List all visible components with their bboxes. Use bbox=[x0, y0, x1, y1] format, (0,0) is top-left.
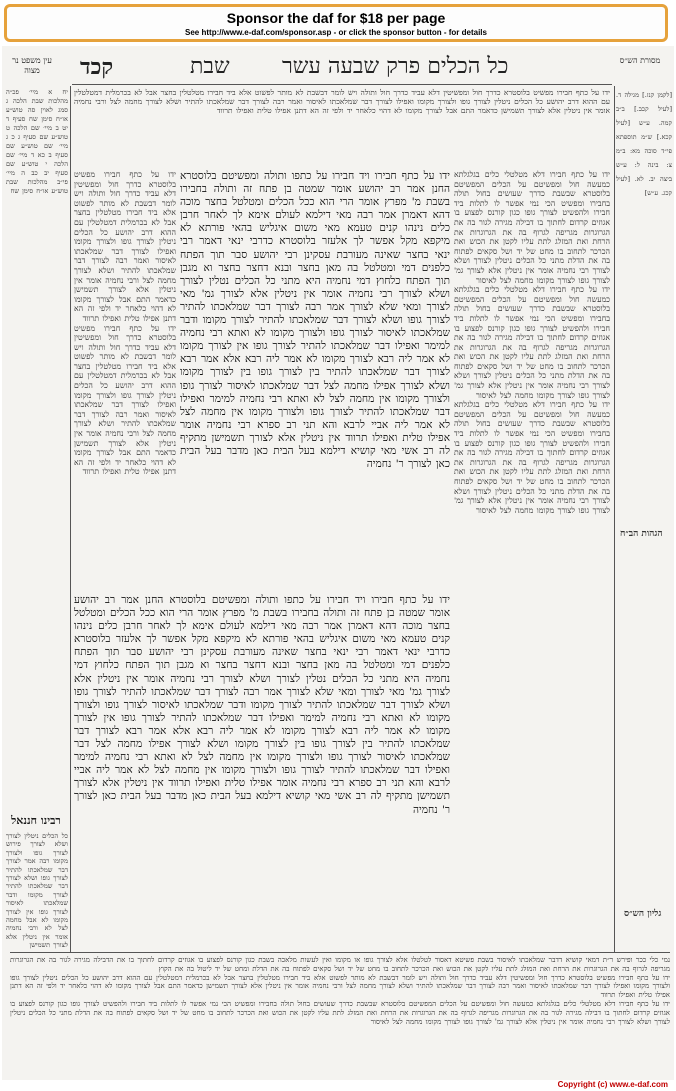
gemara-text-cont: ידו על כתף חבירו ויד חבירו על כתפו ותולה ומפשיטם בלוסטרא החנן אמר רב יהושע אומר שמטה בן פתח זה ותולה בחבירו בשבת מ' מפרץ אומר הרי הוא ככל הכלים ומטלטל בחצר מוכה דהא דאמרן אמר רבה מאי דילמא לעולם אימא לך לאחר חרבן כלים נינהו קנים טעמא מאי משום איגליש בהאי פורתא לא מיקפא מקל אפשר לך אלעזר בלוסטרא כדרבי ינאי דאמר רבי ינאי בחצר שאינה מעורבת עסקינן רבי יהושע סבר תוך הפתח כלפנים דמי ומטלטל בה מאן בחצר ובנא דחצר בחצר וא מגבן תוך הפתח כלחוץ דמי נחמיה היא מתני כל הכלים נטלין לצורך ושלא לצורך רבי נחמיה אומר אין ניטלין אלא לצורך גמ' מאי לצורך ומאי שלא לצורך אמר רבה לצורך דבר שמלאכתו להתיר לצורך גופו ושלא לצורך דבר שמלאכתו להתיר לצורך מקומו ודבר שמלאכתו לאיסור לצורך גופו ולצורך מקומו לא ואתא רבי נחמיה למימר ואפילו דבר שמלאכתו להתיר לצורך גופו אין לצורך מקומו לא אמר ליה רבא לצורך מקומו לא אמר ליה רבא אלא אמר רבא לצורך דבר שמלאכתו להתיר בין לצורך גופו בין לצורך מקומו ושלא לצורך אפילו מחמה לצל דבר שמלאכתו לאיסור לצורך גופו ולצורך מקומו אין מחמה לצל לא ואתא רבי נחמיה למימר ואפילו דבר שמלאכתו להתיר לצורך גופו ולצורך מקומו אין מחמה לצל לא אמר ליה אביי לרבא והא תני רב ספרא רבי נחמיה אומר אפילו טלית ואפילו תרווד אין ניטלין אלא לצורך תשמישן מתקיף לה רב אשי מאי קושיא דילמא בעל הבית כאן מדבר בעל הבית כאן לצורך ר' נחמיה bbox=[74, 594, 450, 816]
bottom-rule bbox=[10, 952, 670, 953]
bottom-notes-text-cont: ידו על כתף חבירו מפשיט בלוסטרא כדרך חול ומפשיטין דלא עביד כדרך חול ותולה ויש לומר דבשבת לא מותר לפשוט אלא ביד חבירו מטלטלין בחצר אבל לא בכרמלית דמטלטלין עם ההוא דרב יהושע כל הכלים ניטלין לצורך גופו ולצורך מקומו ואפילו לצורך דבר שמלאכתו לאיסור ואמר רבה לצורך דבר שמלאכתו להתיר ושלא לצורך מחמה לצל ורבי נחמיה אומר אין ניטלין אלא לצורך תשמישן כדאמר התם אבל לצורך מקומו לא דהוי כלאחר יד ולפי זה הא דתנן אפילו טלית ואפילו תרווד bbox=[10, 973, 670, 1000]
left-column-rule bbox=[70, 86, 71, 952]
folio-number: קכד bbox=[80, 54, 114, 80]
copyright-link[interactable]: Copyright (c) www.e-daf.com bbox=[557, 1080, 668, 1089]
right-column-rule bbox=[614, 86, 615, 952]
side-notes-column bbox=[616, 88, 672, 948]
ein-mishpat-label: עין משפט נר מצוה bbox=[12, 56, 52, 75]
gemara-text: ידו על כתף חבירו ויד חבירו על כתפו ותולה ומפשיטם בלוסטרא החנן אמר רב יהושע אומר שמטה בן פתח זה ותולה בחבירו בשבת מ' מפרץ אומר הרי הוא ככל הכלים ומטלטל בחצר מוכה דהא דאמרן אמר רבה מאי דילמא לעולם אימא לך לאחר חרבן כלים נינהו קנים טעמא מאי משום איגליש בהאי פורתא לא מיקפא מקל אפשר לך אלעזר בלוסטרא כדרבי ינאי דאמר רבי ינאי בחצר שאינה מעורבת עסקינן רבי יהושע סבר תוך הפתח כלפנים דמי ומטלטל בה מאן בחצר ובנא דחצר בחצר וא מגבן תוך הפתח כלחוץ דמי נחמיה היא מתני כל הכלים נטלין לצורך ושלא לצורך רבי נחמיה אומר אין ניטלין אלא לצורך גמ' מאי לצורך ומאי שלא לצורך אמר רבה לצורך דבר שמלאכתו להתיר לצורך גופו ושלא לצורך דבר שמלאכתו להתיר לצורך מקומו ודבר שמלאכתו לאיסור לצורך גופו ולצורך מקומו לא ואתא רבי נחמיה למימר ואפילו דבר שמלאכתו להתיר לצורך גופו אין לצורך מקומו לא אמר ליה רבא לצורך מקומו לא אמר ליה רבא אלא אמר רבא לצורך דבר שמלאכתו להתיר בין לצורך גופו בין לצורך מקומו ושלא לצורך אפילו מחמה לצל דבר שמלאכתו לאיסור לצורך גופו ולצורך מקומו אין מחמה לצל לא ואתא רבי נחמיה למימר ואפילו דבר שמלאכתו להתיר לצורך גופו ולצורך מקומו אין מחמה לצל לא אמר ליה אביי לרבא והא תני רב ספרא רבי נחמיה אומר אפילו טלית ואפילו תרווד אין ניטלין אלא לצורך תשמישן מתקיף לה רב אשי מאי קושיא דילמא בעל הבית כאן מדבר בעל הבית כאן לצורך ר' נחמיה bbox=[180, 170, 450, 471]
hagahot-title: הגהות הב״ח bbox=[620, 529, 663, 539]
gilyon-title: גליון הש״ס bbox=[624, 909, 662, 919]
bottom-notes-text-cont2: ידו על כתף חבירו דלא מטלטלי כלים בגלגלתא כמעשה חול ומפשיטם על הכלים המפשיטם בלוסטרא שבשבת כדרך שעושים בחול תולה בחבירו ומפשיט הכי נמי אפשר לו לתלות ביד חבירו ולהפשיט לצורך גופו כגון קורנס לפצוע בו אגוזים קרדום לחתוך בו דבילה מגירה לגור בה את הגרוגרות מגריפה לגרוף בה את הגרוגרות את הרחת ואת המזלג לתת עליו לקטן את הכוש ואת הכרכר לתחוב בו מחט של יד ושל סקאים לפתוח בה את הדלת מתני כל הכלים ניטלין לצורך ושלא לצורך רבי נחמיה אומר אין ניטלין אלא לצורך גמ' לצורך גופו לצורך מקומו מחמה לצל לאיסור bbox=[10, 999, 670, 1026]
tractate-name: שבת bbox=[190, 54, 230, 79]
bottom-notes-band bbox=[10, 956, 670, 1074]
sponsor-subtitle: See http://www.e-daf.com/sponsor.asp - or click the sponsor button - for details bbox=[185, 28, 487, 37]
rabbenu-title: רבינו חננאל bbox=[11, 814, 61, 827]
rashi-column bbox=[454, 170, 610, 946]
talmud-page bbox=[2, 46, 674, 1080]
ein-mishpat-column bbox=[6, 88, 68, 418]
sponsor-banner[interactable] bbox=[4, 4, 668, 42]
rabbenu-text: כל הכלים ניטלין לצורך ושלא לצורך פירוש לצורך גופו ולצורך מקומו רבה אמר לצורך דבר שמלאכתו להתיר לצורך גופו ושלא לצורך דבר שמלאכתו להתיר לצורך מקומו ודבר שמלאכתו לאיסור לצורך גופו אין לצורך מקומו לא אבל מחמה לצל לא ורבי נחמיה אומר אין ניטלין אלא לצורך תשמישן bbox=[6, 832, 68, 950]
bottom-notes-text: נמי כלי ככר ופירש ר״ת דמאי קושיא דדבר שמלאכתו לאיסור בשבת פשיטא דאסור לטלטלו אלא לצורך גופו או מקומו ואין לעשות מלאכה בשבת כגון קורנס לפצוע בו אגוזים קרדום לחתוך בו את הדבילה מגירה לגור בה את הגרוגרות מגריפה לגרוף בה את הגרוגרות את הרחת ואת המזלג לתת עליו לקטן את הכוש ואת הכרכר לתחוב בו מחט של יד ושל סקאים לפתוח בה את הדלת ומחט של יד ליטול בה את הקוץ bbox=[10, 956, 670, 973]
top-commentary-band bbox=[74, 88, 610, 166]
chapter-title: כל הכלים פרק שבעה עשר bbox=[282, 54, 509, 79]
side-notes-text: [לקמן קנז.] מגילה ד. [לעיל קכב.] ב״ב קמה. ע״ש [לעיל קכא.] ש״מ תוספתא פי״ד סוכה מא: ב״מ צ: בינה ל: ע״ש ביצה יב. לא. [לעיל קכג. ע״ש] bbox=[616, 91, 672, 197]
gemara-lower bbox=[74, 594, 450, 946]
tosafot-text-cont: ידו על כתף חבירו מפשיט בלוסטרא כדרך חול ומפשיטין דלא עביד כדרך חול ותולה ויש לומר דבשבת לא מותר לפשוט אלא ביד חבירו מטלטלין בחצר אבל לא בכרמלית דמטלטלין עם ההוא דרב יהושע כל הכלים ניטלין לצורך גופו ולצורך מקומו ואפילו לצורך דבר שמלאכתו לאיסור ואמר רבה לצורך דבר שמלאכתו להתיר ושלא לצורך מחמה לצל ורבי נחמיה אומר אין ניטלין אלא לצורך תשמישן כדאמר התם אבל לצורך מקומו לא דהוי כלאחר יד ולפי זה הא דתנן אפילו טלית ואפילו תרווד bbox=[74, 323, 176, 477]
rashi-text-cont2: ידו על כתף חבירו דלא מטלטלי כלים בגלגלתא כמעשה חול ומפשיטם על הכלים המפשיטם בלוסטרא שבשבת כדרך שעושים בחול תולה בחבירו ומפשיט הכי נמי אפשר לו לתלות ביד חבירו ולהפשיט לצורך גופו כגון קורנס לפצוע בו אגוזים קרדום לחתוך בו דבילה מגירה לגור בה את הגרוגרות מגריפה לגרוף בה את הגרוגרות את הרחת ואת המזלג לתת עליו לקטן את הכוש ואת הכרכר לתחוב בו מחט של יד ושל סקאים לפתוח בה את הדלת מתני כל הכלים ניטלין לצורך ושלא לצורך רבי נחמיה אומר אין ניטלין אלא לצורך גמ' לצורך גופו לצורך מקומו מחמה לצל לאיסור bbox=[454, 400, 610, 515]
rashi-text: ידו על כתף חבירו דלא מטלטלי כלים בגלגלתא כמעשה חול ומפשיטם על הכלים המפשיטם בלוסטרא שבשבת כדרך שעושים בחול תולה בחבירו ומפשיט הכי נמי אפשר לו לתלות ביד חבירו ולהפשיט לצורך גופו כגון קורנס לפצוע בו אגוזים קרדום לחתוך בו דבילה מגירה לגור בה את הגרוגרות מגריפה לגרוף בה את הגרוגרות את הרחת ואת המזלג לתת עליו לקטן את הכוש ואת הכרכר לתחוב בו מחט של יד ושל סקאים לפתוח בה את הדלת מתני כל הכלים ניטלין לצורך ושלא לצורך רבי נחמיה אומר אין ניטלין אלא לצורך גמ' לצורך גופו לצורך מקומו מחמה לצל לאיסור bbox=[454, 170, 610, 285]
gemara-upper bbox=[180, 170, 450, 590]
tosafot-text: ידו על כתף חבירו מפשיט בלוסטרא כדרך חול ומפשיטין דלא עביד כדרך חול ותולה ויש לומר דבשבת לא מותר לפשוט אלא ביד חבירו מטלטלין בחצר אבל לא בכרמלית דמטלטלין עם ההוא דרב יהושע כל הכלים ניטלין לצורך גופו ולצורך מקומו ואפילו לצורך דבר שמלאכתו לאיסור ואמר רבה לצורך דבר שמלאכתו להתיר ושלא לצורך מחמה לצל ורבי נחמיה אומר אין ניטלין אלא לצורך תשמישן כדאמר התם אבל לצורך מקומו לא דהוי כלאחר יד ולפי זה הא דתנן אפילו טלית ואפילו תרווד bbox=[74, 170, 176, 323]
header-rule bbox=[72, 84, 612, 85]
top-commentary-text: ידו על כתף חבירו מפשיט בלוסטרא כדרך חול ומפשיטין דלא עביד כדרך חול ותולה ויש לומר דבשבת לא מותר לפשוט אלא ביד חבירו מטלטלין בחצר אבל לא בכרמלית דמטלטלין עם ההוא דרב יהושע כל הכלים ניטלין לצורך גופו ולצורך מקומו ואפילו לצורך דבר שמלאכתו לאיסור ואמר רבה לצורך דבר שמלאכתו להתיר ושלא לצורך מחמה לצל ורבי נחמיה אומר אין ניטלין אלא לצורך תשמישן כדאמר התם אבל לצורך מקומו לא דהוי כלאחר יד ולפי זה הא דתנן אפילו טלית ואפילו תרווד bbox=[74, 88, 610, 115]
ein-mishpat-text: יח א מיי׳ פכ״ה מהלכות שבת הלכה ג סמג לאוין סה טוש״ע או״ח סימן שח סעיף ד יט ב מיי׳ שם הלכה ט טוש״ע שם סעיף ג כ ג מיי׳ שם טוש״ע שם סעיף ב כא ד מיי׳ שם הלכה י טוש״ע שם סעיף יב כב ה מיי׳ פי״ב מהלכות שבת טוש״ע או״ח סימן שח bbox=[6, 88, 68, 195]
masoret-label: מסורת הש״ס bbox=[619, 56, 661, 65]
rashi-text-cont: ידו על כתף חבירו דלא מטלטלי כלים בגלגלתא כמעשה חול ומפשיטם על הכלים המפשיטם בלוסטרא שבשבת כדרך שעושים בחול תולה בחבירו ומפשיט הכי נמי אפשר לו לתלות ביד חבירו ולהפשיט לצורך גופו כגון קורנס לפצוע בו אגוזים קרדום לחתוך בו דבילה מגירה לגור בה את הגרוגרות מגריפה לגרוף בה את הגרוגרות את הרחת ואת המזלג לתת עליו לקטן את הכוש ואת הכרכר לתחוב בו מחט של יד ושל סקאים לפתוח בה את הדלת מתני כל הכלים ניטלין לצורך ושלא לצורך רבי נחמיה אומר אין ניטלין אלא לצורך גמ' לצורך גופו לצורך מקומו מחמה לצל לאיסור bbox=[454, 285, 610, 400]
sponsor-title[interactable]: Sponsor the daf for $18 per page bbox=[226, 10, 446, 26]
rabbenu-column bbox=[6, 832, 68, 950]
